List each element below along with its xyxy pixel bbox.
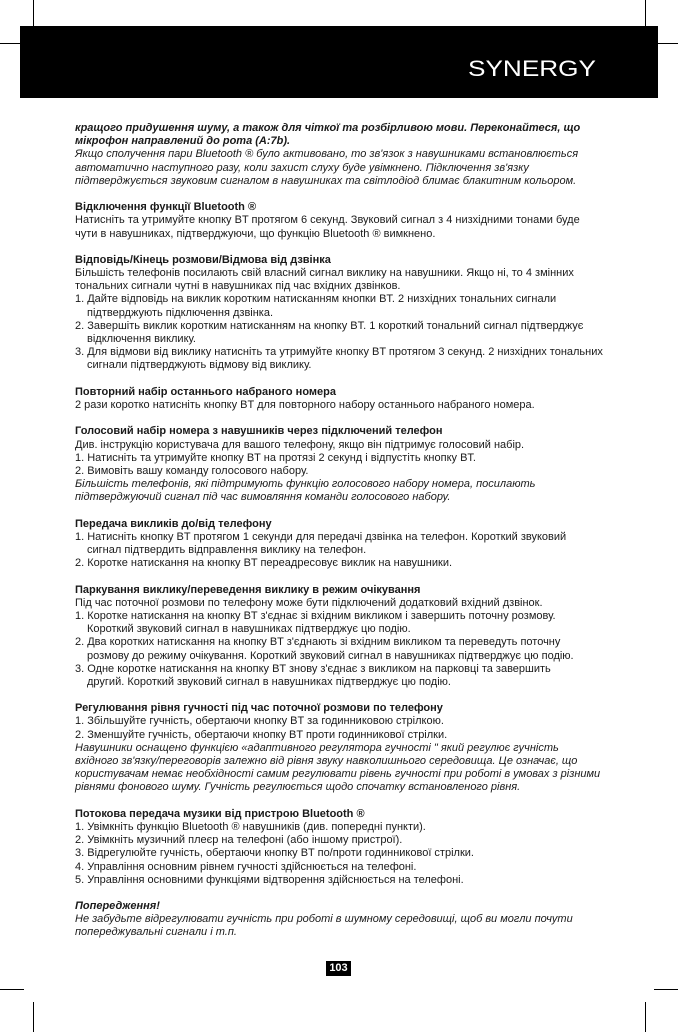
text-line: 2. Увімкніть музичний плеєр на телефоні (або іншому пристрої). — [75, 834, 403, 847]
crop-mark — [33, 1002, 34, 1032]
text-line: підтверджуючий сигнал під час вимовляння команди голосового набору. — [75, 491, 451, 504]
crop-mark — [654, 989, 678, 990]
section-heading: Відключення функції Bluetooth ® — [75, 201, 257, 214]
section — [75, 425, 615, 504]
section-heading: Потокова передача музики від пристрою Bluetooth ® — [75, 807, 365, 820]
text-line: Якщо сполучення пари Bluetooth ® було активовано, то зв'язок з навушниками встановлюється — [75, 148, 579, 161]
text-line: 2. Два коротких натискання на кнопку BT з'єднають зі вхідним викликом та переведуть поточну — [75, 636, 561, 649]
text-line: Не забудьте відрегулювати гучність при роботі в шумному середовищі, щоб ви могли почути — [75, 913, 573, 926]
text-line: 3. Відрегулюйте гучність, обертаючи кнопку BT по/проти годинникової стрілки. — [75, 847, 474, 860]
section-heading: кращого придушення шуму, а також для чіткої та розбірливою мови. Переконайтеся, що — [75, 122, 581, 134]
section — [75, 900, 615, 940]
section-heading: Попередження! — [75, 900, 160, 913]
text-line: розмову до режиму очікування. Короткий звуковий сигнал в навушниках підтверджує цю подію. — [87, 649, 574, 662]
text-line: 2. Вимовіть вашу команду голосового набору. — [75, 464, 309, 477]
section-heading: Паркування виклику/переведення виклику в режим очікування — [75, 583, 421, 596]
section — [75, 254, 615, 373]
text-line: 2. Завершіть виклик коротким натисканням на кнопку BT. 1 короткий тональний сигнал підтверджує — [75, 319, 584, 332]
crop-mark — [645, 1002, 646, 1032]
section-heading: Регулювання рівня гучності під час поточної розмови по телефону — [75, 702, 443, 715]
crop-mark — [0, 989, 24, 990]
text-line: підтверджується звуковим сигналом в навушниках та світлодіод блимає блакитним кольором. — [75, 174, 577, 187]
text-line: Під час поточної розмови по телефону може бути підключений додатковий вхідний дзвінок. — [75, 596, 543, 609]
section-heading: Голосовий набір номера з навушників через підключений телефон — [75, 425, 443, 438]
text-line: 3. Для відмови від виклику натисніть та утримуйте кнопку BT протягом 3 секунд. 2 низхідних тональних — [75, 346, 603, 359]
text-line: 2 рази коротко натисніть кнопку BT для повторного набору останнього набраного номера. — [75, 398, 535, 411]
text-line: 1. Збільшуйте гучність, обертаючи кнопку BT за годинниковою стрілкою. — [75, 715, 444, 728]
text-line: 5. Управління основними функціями відтворення здійснюється на телефоні. — [75, 873, 464, 886]
text-line: відключення виклику. — [87, 333, 196, 345]
text-line: 1. Натисніть та утримуйте кнопку BT на протязі 2 секунд і відпустіть кнопку BT. — [75, 451, 476, 464]
text-line: Більшість телефонів, які підтримують функцію голосового набору номера, посилають — [75, 478, 536, 491]
text-line: 2. Зменшуйте гучність, обертаючи кнопку BT проти годинникової стрілки. — [75, 728, 448, 741]
text-line: мікрофон направлений до рота (A:7b). — [75, 135, 291, 148]
page-number: 103 — [326, 961, 351, 976]
text-line: Короткий звуковий сигнал в навушниках підтверджує цю подію. — [87, 623, 411, 636]
text-line: Див. інструкцію користувача для вашого телефону, якщо він підтримує голосовий набір. — [75, 438, 525, 451]
logo-text: SYNERGY — [468, 56, 597, 81]
text-line: тональних сигнали чутні в навушниках під час вхідних дзвінков. — [75, 280, 401, 293]
text-line: Навушники оснащено функцією «адаптивного регулятора гучності " який регулює гучність — [75, 741, 559, 754]
text-line: сигнал підтвердить відправлення виклику на телефон. — [87, 544, 367, 556]
text-line: 1. Коротке натискання на кнопку BT з'єднає зі вхідним викликом і завершить поточну розмову. — [75, 609, 556, 622]
text-line: 1. Дайте відповідь на виклик коротким натисканням кнопки BT. 2 низхідних тональних сигнали — [75, 293, 557, 306]
text-line: 1. Натисніть кнопку BT протягом 1 секунди для передачі дзвінка на телефон. Короткий звуковий — [75, 530, 567, 543]
section — [75, 386, 615, 412]
section — [75, 122, 615, 188]
text-line: користувачам немає необхідності самим регулювати рівень гучності при роботі в умовах з різними — [75, 768, 601, 781]
text-line: Більшість телефонів посилають свій власний сигнал виклику на навушники. Якщо ні, то 4 змінних — [75, 267, 574, 280]
text-line: рівнями фонового шуму. Гучність регулюється щодо спочатку встановленого рівня. — [75, 781, 521, 794]
text-line: Натисніть та утримуйте кнопку BT протягом 6 секунд. Звуковий сигнал з 4 низхідними тонами буде — [75, 214, 580, 227]
text-line: вхідного зв'язку/переговорів залежно від рівня звуку навколишнього середовища. Це означає, що — [75, 755, 578, 767]
text-line: чути в навушниках, підтверджуючи, що функцію Bluetooth ® вимкнено. — [75, 227, 436, 240]
section — [75, 201, 615, 241]
section — [75, 808, 615, 887]
synergy-logo — [468, 54, 598, 82]
text-line: попереджувальні сигнали і т.п. — [75, 926, 237, 939]
section — [75, 702, 615, 794]
section-heading: Відповідь/Кінець розмови/Відмова від дзвінка — [75, 253, 331, 266]
section — [75, 518, 615, 571]
text-line: 1. Увімкніть функцію Bluetooth ® навушників (див. попередні пункти). — [75, 820, 426, 833]
section-heading: Повторний набір останнього набраного номера — [75, 385, 336, 398]
text-line: автоматично наступного разу, коли захист слуху буде увімкнено. Підключення зв'язку — [75, 161, 529, 174]
section-heading: Передача викликів до/від телефону — [75, 517, 272, 530]
text-line: 3. Одне коротке натискання на кнопку BT знову з'єднає з викликом на парковці та завершить — [75, 662, 551, 675]
section — [75, 584, 615, 690]
text-line: підтверджують підключення дзвінка. — [87, 306, 274, 319]
document-body — [75, 122, 615, 953]
text-line: сигнали підтверджують відмову від виклику. — [87, 359, 312, 372]
text-line: 4. Управління основним рівнем гучності здійснюється на телефоні. — [75, 860, 417, 873]
text-line: другий. Короткий звуковий сигнал в навушниках підтверджує цю подію. — [87, 675, 451, 688]
text-line: 2. Коротке натискання на кнопку BT переадресовує виклик на навушники. — [75, 557, 453, 570]
